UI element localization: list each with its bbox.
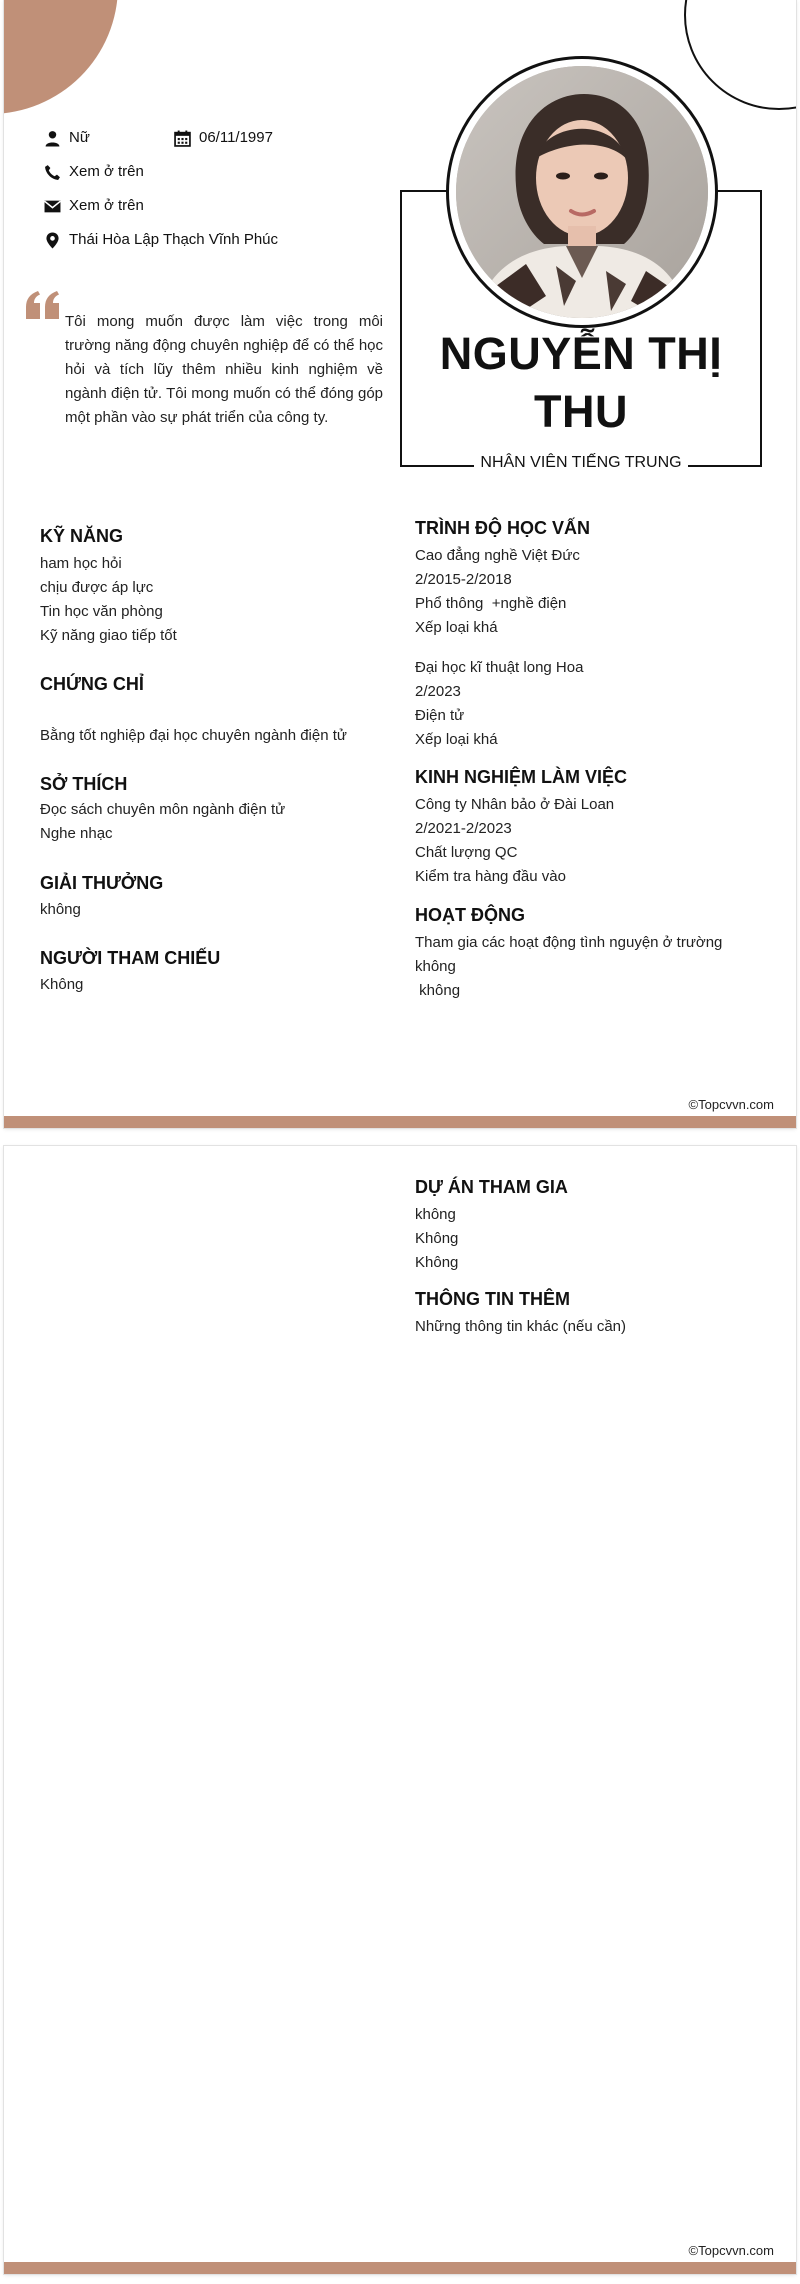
activity-item: không <box>415 958 456 975</box>
hobby-item: Đọc sách chuyên môn ngành điện tử <box>40 801 286 818</box>
gender-row <box>44 128 90 148</box>
education-period: 2/2023 <box>415 683 461 700</box>
career-objective: Tôi mong muốn được làm việc trong môi trường năng động chuyên nghiệp để có thể học hỏi và tích lũy thêm nhiều kinh nghiệm về ngành điện tử. Tôi mong muốn có thể đóng góp một phần vào sự phát triển của công ty. <box>65 313 383 426</box>
email-row <box>44 196 144 216</box>
portrait-image <box>456 66 708 318</box>
references-heading: NGƯỜI THAM CHIẾU <box>40 948 221 968</box>
experience-item: Chất lượng QC <box>415 844 518 861</box>
person-icon <box>44 130 61 147</box>
dob-row <box>174 128 273 148</box>
education-period: 2/2015-2/2018 <box>415 571 512 588</box>
name-line-2: THU <box>534 386 628 437</box>
footer-bar <box>4 2262 796 2274</box>
dob-value: 06/11/1997 <box>199 129 273 146</box>
cv-page-2 <box>4 1146 796 2274</box>
skill-item: Tin học văn phòng <box>40 603 163 620</box>
projects-heading: DỰ ÁN THAM GIA <box>415 1177 568 1197</box>
phone-value: Xem ở trên <box>69 163 144 180</box>
calendar-icon <box>174 130 191 147</box>
project-item: Không <box>415 1230 459 1247</box>
skill-item: ham học hỏi <box>40 555 122 572</box>
certificates-heading: CHỨNG CHỈ <box>40 674 144 694</box>
footer-bar <box>4 1116 796 1128</box>
quote-icon <box>24 290 62 320</box>
activity-item: Tham gia các hoạt động tình nguyện ở trường <box>415 934 723 951</box>
location-pin-icon <box>44 232 61 249</box>
hobby-item: Nghe nhạc <box>40 825 113 842</box>
skills-heading: KỸ NĂNG <box>40 526 124 546</box>
education-grade: Xếp loại khá <box>415 619 498 636</box>
certificate-item: Bằng tốt nghiệp đại học chuyên ngành điện tử <box>40 727 347 744</box>
gender-value: Nữ <box>69 129 90 146</box>
phone-icon <box>44 164 61 181</box>
project-item: không <box>415 1206 456 1223</box>
skill-item: Kỹ năng giao tiếp tốt <box>40 627 177 644</box>
education-heading: TRÌNH ĐỘ HỌC VẤN <box>415 518 590 538</box>
experience-item: 2/2021-2/2023 <box>415 820 512 837</box>
experience-item: Công ty Nhân bảo ở Đài Loan <box>415 796 615 813</box>
address-value: Thái Hòa Lập Thạch Vĩnh Phúc <box>69 231 279 248</box>
project-item: Không <box>415 1254 459 1271</box>
awards-heading: GIẢI THƯỞNG <box>40 873 164 893</box>
envelope-icon <box>44 198 61 215</box>
footer-credit: ©Topcvvn.com <box>688 2243 774 2258</box>
education-grade: Xếp loại khá <box>415 731 498 748</box>
award-item: không <box>40 901 81 918</box>
cv-page-1 <box>4 0 796 1128</box>
additional-info-heading: THÔNG TIN THÊM <box>415 1289 570 1309</box>
phone-row <box>44 162 144 182</box>
footer-credit: ©Topcvvn.com <box>688 1097 774 1112</box>
reference-item: Không <box>40 976 84 993</box>
address-row <box>44 230 278 250</box>
skill-item: chịu được áp lực <box>40 579 154 596</box>
activities-heading: HOẠT ĐỘNG <box>415 905 525 925</box>
education-school: Cao đẳng nghề Việt Đức <box>415 547 580 564</box>
education-major: Điện tử <box>415 707 465 724</box>
education-school: Đại học kĩ thuật long Hoa <box>415 659 584 676</box>
hobbies-heading: SỞ THÍCH <box>40 774 128 794</box>
name-line-1: NGUYỄN THỊ <box>439 328 723 379</box>
job-title: NHÂN VIÊN TIẾNG TRUNG <box>474 451 688 475</box>
experience-item: Kiểm tra hàng đầu vào <box>415 868 566 885</box>
profile-photo <box>446 56 718 328</box>
experience-heading: KINH NGHIỆM LÀM VIỆC <box>415 767 628 787</box>
decorative-circle-outline <box>684 0 796 110</box>
activity-item: không <box>415 982 461 999</box>
candidate-name <box>404 325 758 441</box>
decorative-corner-shape <box>4 0 118 114</box>
additional-info-item: Những thông tin khác (nếu cần) <box>415 1318 627 1335</box>
education-major: Phổ thông +nghề điện <box>415 595 567 612</box>
email-value: Xem ở trên <box>69 197 144 214</box>
